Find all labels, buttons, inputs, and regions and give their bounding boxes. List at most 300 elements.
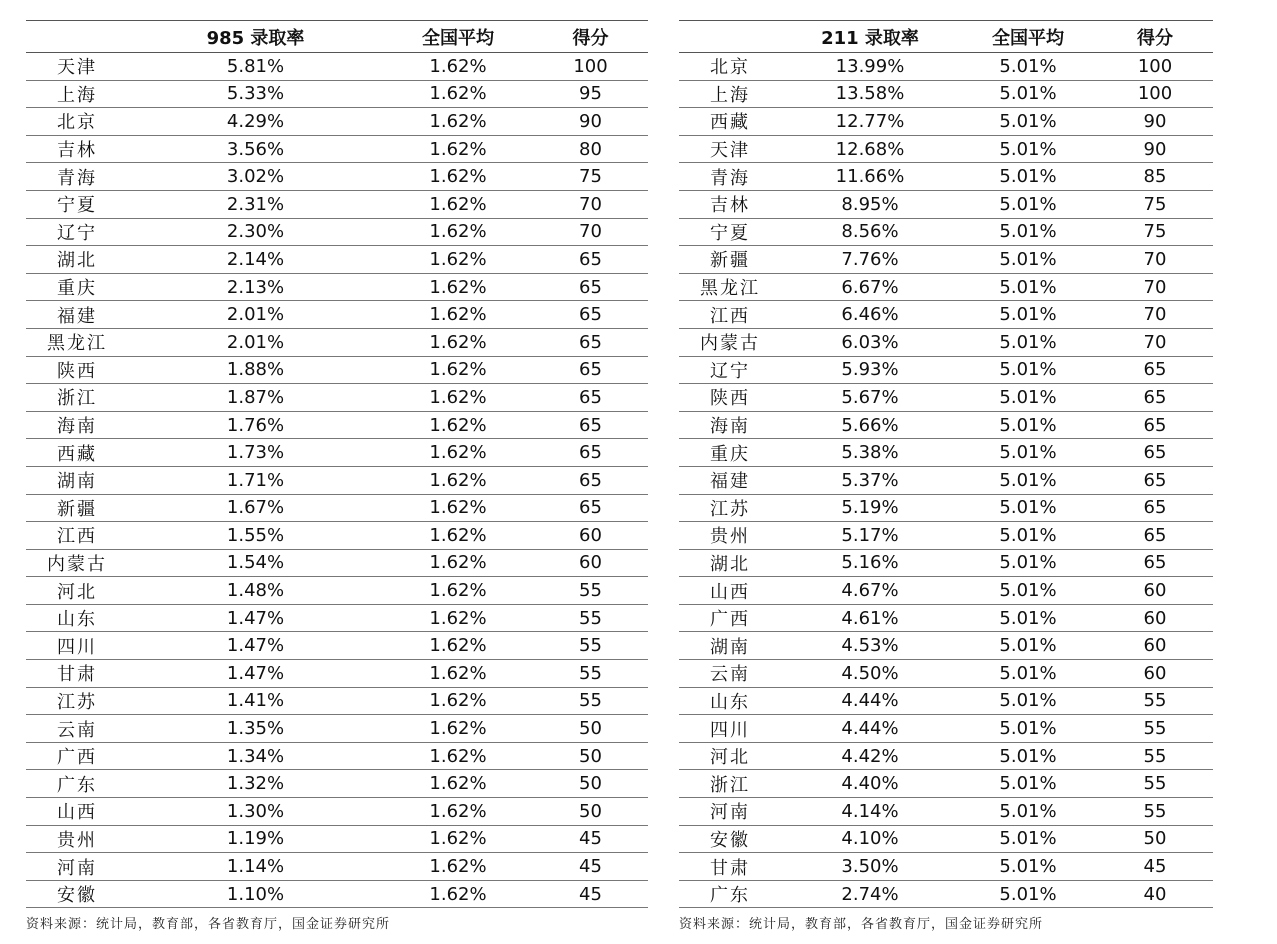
table-row <box>679 549 1213 577</box>
cell-province: 重庆 <box>26 273 128 301</box>
table-row <box>679 411 1213 439</box>
cell-rate: 1.87% <box>128 384 383 412</box>
cell-province: 湖南 <box>26 466 128 494</box>
cell-national-average: 1.62% <box>383 742 533 770</box>
cell-score: 65 <box>1097 549 1213 577</box>
table-row <box>679 246 1213 274</box>
cell-national-average: 1.62% <box>383 356 533 384</box>
table-row <box>26 190 648 218</box>
cell-province: 北京 <box>26 108 128 136</box>
cell-province: 甘肃 <box>679 853 781 881</box>
cell-province: 陕西 <box>26 356 128 384</box>
cell-national-average: 1.62% <box>383 770 533 798</box>
cell-province: 湖南 <box>679 632 781 660</box>
cell-province: 甘肃 <box>26 660 128 688</box>
cell-province: 海南 <box>679 411 781 439</box>
table-row <box>679 770 1213 798</box>
cell-score: 65 <box>1097 411 1213 439</box>
table-row <box>679 522 1213 550</box>
table-row <box>679 466 1213 494</box>
cell-score: 50 <box>533 798 648 826</box>
header-national-average: 全国平均 <box>383 21 533 53</box>
table-row <box>679 604 1213 632</box>
cell-rate: 5.19% <box>781 494 959 522</box>
cell-rate: 1.47% <box>128 632 383 660</box>
table-row <box>26 163 648 191</box>
table-row <box>26 218 648 246</box>
cell-rate: 1.14% <box>128 853 383 881</box>
cell-province: 广东 <box>26 770 128 798</box>
cell-province: 辽宁 <box>26 218 128 246</box>
cell-rate: 1.34% <box>128 742 383 770</box>
cell-rate: 5.93% <box>781 356 959 384</box>
cell-rate: 1.48% <box>128 577 383 605</box>
cell-national-average: 5.01% <box>959 108 1097 136</box>
cell-rate: 2.13% <box>128 273 383 301</box>
cell-rate: 1.71% <box>128 466 383 494</box>
table-row <box>26 439 648 467</box>
cell-province: 山西 <box>679 577 781 605</box>
cell-score: 65 <box>533 439 648 467</box>
cell-national-average: 5.01% <box>959 190 1097 218</box>
cell-rate: 12.77% <box>781 108 959 136</box>
table-985-admission-rate <box>26 20 648 908</box>
cell-score: 65 <box>1097 439 1213 467</box>
cell-national-average: 1.62% <box>383 687 533 715</box>
cell-rate: 5.37% <box>781 466 959 494</box>
cell-score: 60 <box>533 549 648 577</box>
cell-national-average: 5.01% <box>959 218 1097 246</box>
cell-province: 内蒙古 <box>679 328 781 356</box>
cell-score: 80 <box>533 135 648 163</box>
cell-rate: 4.29% <box>128 108 383 136</box>
cell-score: 45 <box>533 880 648 908</box>
cell-score: 50 <box>533 742 648 770</box>
cell-province: 陕西 <box>679 384 781 412</box>
table-row <box>26 356 648 384</box>
table-row <box>26 577 648 605</box>
cell-rate: 2.74% <box>781 880 959 908</box>
cell-rate: 2.01% <box>128 301 383 329</box>
cell-score: 70 <box>1097 246 1213 274</box>
cell-rate: 4.44% <box>781 715 959 743</box>
cell-province: 贵州 <box>26 825 128 853</box>
table-row <box>679 660 1213 688</box>
cell-score: 55 <box>1097 687 1213 715</box>
cell-rate: 4.50% <box>781 660 959 688</box>
cell-rate: 1.35% <box>128 715 383 743</box>
cell-national-average: 1.62% <box>383 135 533 163</box>
cell-rate: 4.61% <box>781 604 959 632</box>
cell-national-average: 5.01% <box>959 411 1097 439</box>
cell-national-average: 5.01% <box>959 880 1097 908</box>
cell-rate: 1.19% <box>128 825 383 853</box>
cell-score: 85 <box>1097 163 1213 191</box>
cell-rate: 5.17% <box>781 522 959 550</box>
cell-province: 广东 <box>679 880 781 908</box>
cell-rate: 2.31% <box>128 190 383 218</box>
cell-province: 海南 <box>26 411 128 439</box>
cell-province: 贵州 <box>679 522 781 550</box>
cell-rate: 3.56% <box>128 135 383 163</box>
cell-national-average: 1.62% <box>383 301 533 329</box>
cell-score: 65 <box>533 273 648 301</box>
cell-rate: 1.67% <box>128 494 383 522</box>
cell-rate: 4.14% <box>781 798 959 826</box>
cell-province: 湖北 <box>26 246 128 274</box>
cell-province: 广西 <box>679 604 781 632</box>
cell-province: 河北 <box>679 742 781 770</box>
cell-national-average: 1.62% <box>383 494 533 522</box>
cell-score: 50 <box>533 715 648 743</box>
cell-national-average: 5.01% <box>959 328 1097 356</box>
table-211-admission-rate <box>679 20 1213 908</box>
cell-national-average: 1.62% <box>383 798 533 826</box>
cell-province: 宁夏 <box>679 218 781 246</box>
table-row <box>679 53 1213 81</box>
cell-score: 70 <box>1097 273 1213 301</box>
table-row <box>679 494 1213 522</box>
cell-score: 45 <box>533 825 648 853</box>
table-row <box>26 604 648 632</box>
cell-score: 90 <box>533 108 648 136</box>
table-row <box>679 384 1213 412</box>
table-row <box>26 687 648 715</box>
cell-national-average: 1.62% <box>383 218 533 246</box>
cell-score: 40 <box>1097 880 1213 908</box>
cell-national-average: 5.01% <box>959 604 1097 632</box>
cell-province: 北京 <box>679 53 781 81</box>
right-table-panel <box>679 20 1213 908</box>
cell-rate: 4.44% <box>781 687 959 715</box>
cell-score: 65 <box>533 494 648 522</box>
table-row <box>26 494 648 522</box>
table-row <box>26 660 648 688</box>
cell-province: 河北 <box>26 577 128 605</box>
cell-national-average: 1.62% <box>383 549 533 577</box>
cell-national-average: 5.01% <box>959 466 1097 494</box>
cell-province: 云南 <box>26 715 128 743</box>
table-row <box>679 135 1213 163</box>
cell-province: 安徽 <box>26 880 128 908</box>
cell-province: 重庆 <box>679 439 781 467</box>
table-row <box>679 301 1213 329</box>
cell-score: 65 <box>1097 522 1213 550</box>
table-row <box>679 163 1213 191</box>
cell-rate: 4.53% <box>781 632 959 660</box>
left-table-panel <box>26 20 648 908</box>
cell-province: 吉林 <box>679 190 781 218</box>
cell-rate: 5.81% <box>128 53 383 81</box>
cell-province: 山东 <box>679 687 781 715</box>
cell-rate: 6.46% <box>781 301 959 329</box>
table-row <box>26 522 648 550</box>
cell-national-average: 1.62% <box>383 853 533 881</box>
table-row <box>26 549 648 577</box>
cell-score: 65 <box>533 328 648 356</box>
cell-rate: 13.58% <box>781 80 959 108</box>
cell-rate: 6.67% <box>781 273 959 301</box>
cell-province: 天津 <box>26 53 128 81</box>
table-row <box>26 466 648 494</box>
cell-rate: 1.10% <box>128 880 383 908</box>
cell-score: 65 <box>1097 494 1213 522</box>
cell-province: 新疆 <box>679 246 781 274</box>
cell-province: 西藏 <box>26 439 128 467</box>
header-province <box>679 21 781 53</box>
table-row <box>679 825 1213 853</box>
cell-province: 江西 <box>679 301 781 329</box>
cell-score: 90 <box>1097 108 1213 136</box>
cell-national-average: 1.62% <box>383 108 533 136</box>
cell-province: 辽宁 <box>679 356 781 384</box>
cell-national-average: 5.01% <box>959 798 1097 826</box>
cell-province: 内蒙古 <box>26 549 128 577</box>
cell-score: 65 <box>533 246 648 274</box>
cell-national-average: 5.01% <box>959 439 1097 467</box>
cell-rate: 3.02% <box>128 163 383 191</box>
cell-national-average: 5.01% <box>959 53 1097 81</box>
cell-score: 55 <box>1097 742 1213 770</box>
cell-province: 安徽 <box>679 825 781 853</box>
cell-rate: 1.47% <box>128 604 383 632</box>
cell-national-average: 1.62% <box>383 466 533 494</box>
table-row <box>679 108 1213 136</box>
cell-province: 广西 <box>26 742 128 770</box>
cell-national-average: 5.01% <box>959 549 1097 577</box>
cell-score: 70 <box>1097 328 1213 356</box>
cell-score: 70 <box>533 190 648 218</box>
cell-score: 100 <box>533 53 648 81</box>
cell-rate: 8.56% <box>781 218 959 246</box>
table-row <box>679 218 1213 246</box>
table-row <box>26 80 648 108</box>
cell-score: 60 <box>1097 660 1213 688</box>
cell-rate: 5.66% <box>781 411 959 439</box>
cell-national-average: 1.62% <box>383 577 533 605</box>
cell-score: 55 <box>533 660 648 688</box>
cell-score: 55 <box>533 687 648 715</box>
cell-province: 上海 <box>679 80 781 108</box>
table-row <box>26 632 648 660</box>
left-source-note: 资料来源：统计局，教育部，各省教育厅，国金证券研究所 <box>26 917 391 932</box>
cell-province: 青海 <box>26 163 128 191</box>
cell-rate: 13.99% <box>781 53 959 81</box>
table-row <box>679 880 1213 908</box>
cell-score: 55 <box>1097 770 1213 798</box>
cell-national-average: 5.01% <box>959 715 1097 743</box>
table-row <box>26 135 648 163</box>
cell-rate: 3.50% <box>781 853 959 881</box>
cell-score: 55 <box>1097 715 1213 743</box>
cell-score: 90 <box>1097 135 1213 163</box>
table-header-row <box>26 21 648 53</box>
cell-national-average: 5.01% <box>959 632 1097 660</box>
cell-rate: 1.73% <box>128 439 383 467</box>
cell-score: 65 <box>1097 356 1213 384</box>
table-row <box>26 301 648 329</box>
cell-score: 55 <box>533 577 648 605</box>
cell-province: 四川 <box>26 632 128 660</box>
cell-national-average: 5.01% <box>959 246 1097 274</box>
cell-province: 江苏 <box>679 494 781 522</box>
cell-national-average: 1.62% <box>383 880 533 908</box>
cell-national-average: 1.62% <box>383 632 533 660</box>
table-body <box>679 53 1213 908</box>
cell-score: 65 <box>533 301 648 329</box>
cell-rate: 1.54% <box>128 549 383 577</box>
cell-national-average: 5.01% <box>959 80 1097 108</box>
cell-province: 山西 <box>26 798 128 826</box>
header-province <box>26 21 128 53</box>
cell-rate: 4.10% <box>781 825 959 853</box>
cell-score: 65 <box>533 411 648 439</box>
cell-national-average: 5.01% <box>959 770 1097 798</box>
cell-score: 75 <box>1097 218 1213 246</box>
table-row <box>26 273 648 301</box>
cell-province: 吉林 <box>26 135 128 163</box>
cell-national-average: 1.62% <box>383 190 533 218</box>
cell-rate: 5.67% <box>781 384 959 412</box>
cell-national-average: 1.62% <box>383 384 533 412</box>
cell-national-average: 5.01% <box>959 301 1097 329</box>
cell-score: 65 <box>1097 466 1213 494</box>
cell-rate: 4.40% <box>781 770 959 798</box>
cell-score: 100 <box>1097 53 1213 81</box>
cell-province: 西藏 <box>679 108 781 136</box>
cell-rate: 11.66% <box>781 163 959 191</box>
cell-score: 60 <box>1097 604 1213 632</box>
table-row <box>26 328 648 356</box>
cell-national-average: 1.62% <box>383 411 533 439</box>
cell-rate: 5.16% <box>781 549 959 577</box>
cell-national-average: 5.01% <box>959 853 1097 881</box>
table-row <box>679 687 1213 715</box>
cell-national-average: 5.01% <box>959 687 1097 715</box>
cell-rate: 12.68% <box>781 135 959 163</box>
cell-score: 60 <box>533 522 648 550</box>
cell-national-average: 1.62% <box>383 53 533 81</box>
table-row <box>679 273 1213 301</box>
cell-rate: 8.95% <box>781 190 959 218</box>
cell-rate: 1.47% <box>128 660 383 688</box>
cell-national-average: 5.01% <box>959 522 1097 550</box>
cell-national-average: 1.62% <box>383 825 533 853</box>
cell-province: 四川 <box>679 715 781 743</box>
table-body <box>26 53 648 908</box>
cell-score: 60 <box>1097 577 1213 605</box>
cell-national-average: 1.62% <box>383 715 533 743</box>
cell-score: 65 <box>1097 384 1213 412</box>
header-985-rate: 985 录取率 <box>128 21 383 53</box>
cell-province: 天津 <box>679 135 781 163</box>
cell-national-average: 1.62% <box>383 273 533 301</box>
cell-province: 福建 <box>679 466 781 494</box>
cell-score: 55 <box>533 604 648 632</box>
table-row <box>26 825 648 853</box>
cell-national-average: 1.62% <box>383 80 533 108</box>
table-row <box>679 439 1213 467</box>
table-header-row <box>679 21 1213 53</box>
cell-province: 黑龙江 <box>26 328 128 356</box>
cell-province: 江西 <box>26 522 128 550</box>
table-row <box>26 853 648 881</box>
cell-score: 70 <box>533 218 648 246</box>
cell-rate: 5.33% <box>128 80 383 108</box>
cell-national-average: 1.62% <box>383 439 533 467</box>
table-row <box>26 742 648 770</box>
cell-rate: 1.32% <box>128 770 383 798</box>
table-row <box>26 880 648 908</box>
cell-national-average: 5.01% <box>959 163 1097 191</box>
cell-rate: 1.41% <box>128 687 383 715</box>
table-row <box>26 108 648 136</box>
cell-national-average: 5.01% <box>959 356 1097 384</box>
cell-score: 65 <box>533 384 648 412</box>
cell-score: 55 <box>533 632 648 660</box>
cell-score: 75 <box>1097 190 1213 218</box>
cell-province: 浙江 <box>26 384 128 412</box>
cell-national-average: 1.62% <box>383 246 533 274</box>
cell-score: 65 <box>533 466 648 494</box>
cell-score: 60 <box>1097 632 1213 660</box>
cell-rate: 6.03% <box>781 328 959 356</box>
cell-province: 湖北 <box>679 549 781 577</box>
table-row <box>679 356 1213 384</box>
table-row <box>26 770 648 798</box>
cell-province: 新疆 <box>26 494 128 522</box>
cell-province: 上海 <box>26 80 128 108</box>
table-row <box>679 577 1213 605</box>
right-source-note: 资料来源：统计局，教育部，各省教育厅，国金证券研究所 <box>679 917 1044 932</box>
cell-rate: 4.67% <box>781 577 959 605</box>
cell-national-average: 5.01% <box>959 135 1097 163</box>
table-row <box>26 411 648 439</box>
table-row <box>679 80 1213 108</box>
header-score: 得分 <box>1097 21 1213 53</box>
cell-national-average: 1.62% <box>383 163 533 191</box>
table-row <box>679 853 1213 881</box>
header-national-average: 全国平均 <box>959 21 1097 53</box>
cell-national-average: 1.62% <box>383 328 533 356</box>
table-row <box>679 715 1213 743</box>
table-row <box>26 798 648 826</box>
table-row <box>679 742 1213 770</box>
cell-rate: 2.14% <box>128 246 383 274</box>
cell-national-average: 5.01% <box>959 273 1097 301</box>
table-row <box>679 798 1213 826</box>
cell-province: 黑龙江 <box>679 273 781 301</box>
cell-national-average: 5.01% <box>959 742 1097 770</box>
cell-score: 75 <box>533 163 648 191</box>
cell-national-average: 1.62% <box>383 522 533 550</box>
cell-rate: 1.88% <box>128 356 383 384</box>
table-row <box>26 246 648 274</box>
cell-score: 100 <box>1097 80 1213 108</box>
header-score: 得分 <box>533 21 648 53</box>
cell-score: 70 <box>1097 301 1213 329</box>
cell-rate: 7.76% <box>781 246 959 274</box>
cell-province: 云南 <box>679 660 781 688</box>
cell-province: 江苏 <box>26 687 128 715</box>
cell-rate: 5.38% <box>781 439 959 467</box>
cell-national-average: 5.01% <box>959 577 1097 605</box>
cell-province: 河南 <box>679 798 781 826</box>
cell-province: 山东 <box>26 604 128 632</box>
cell-score: 45 <box>1097 853 1213 881</box>
table-row <box>26 53 648 81</box>
cell-rate: 1.30% <box>128 798 383 826</box>
